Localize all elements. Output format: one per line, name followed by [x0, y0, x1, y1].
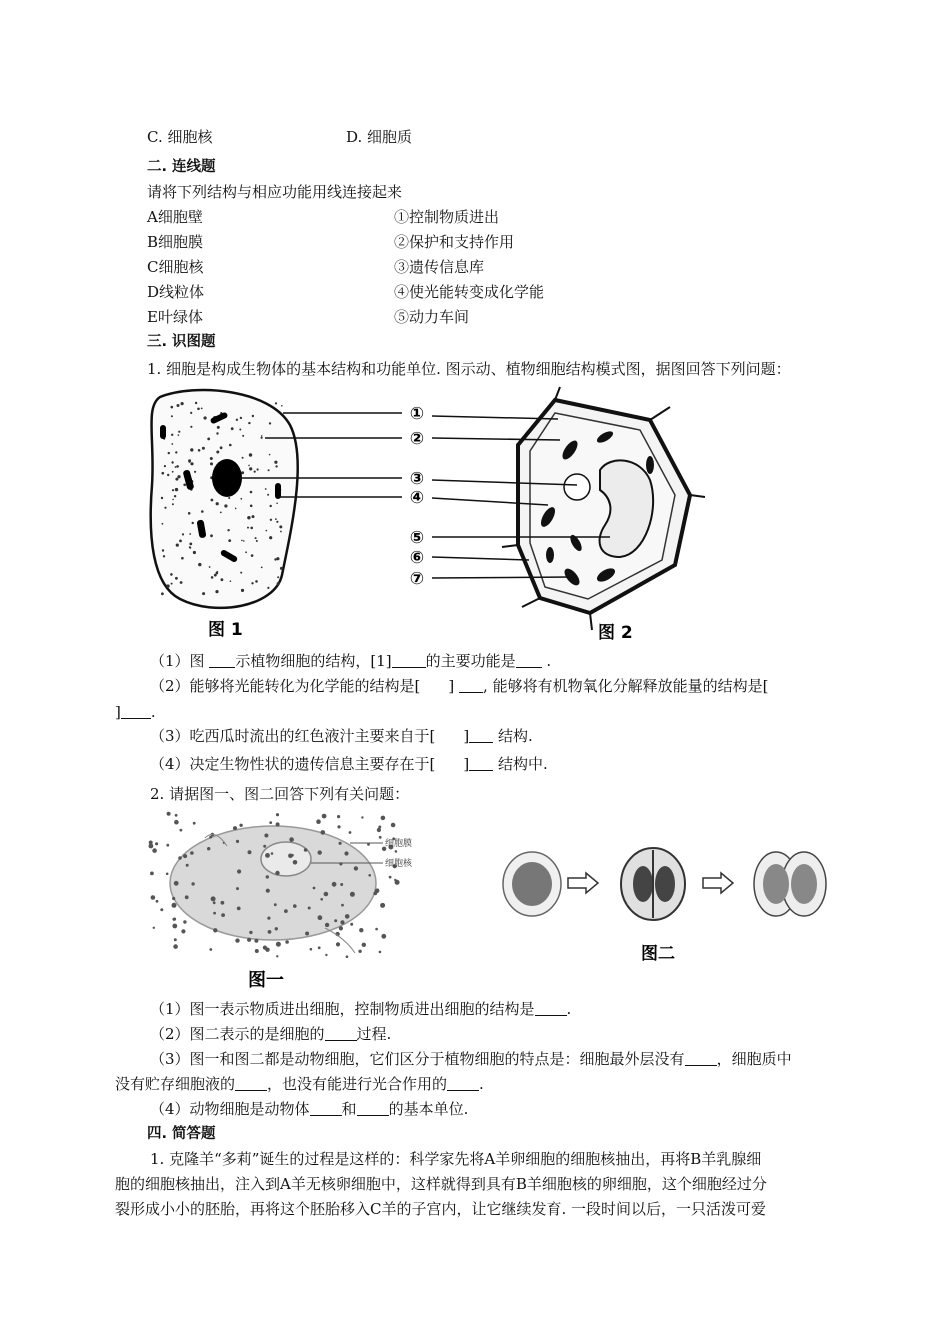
q2-stem: 2. 请据图一、图二回答下列有关问题：: [150, 785, 410, 803]
cell-division-diagram: [498, 838, 838, 968]
function-item: ④使光能转变成化学能: [394, 283, 545, 301]
cell-diagram: [140, 385, 700, 650]
membrane-diagram: [145, 808, 425, 993]
marker-5: ⑤: [409, 528, 425, 548]
function-item: ⑤动力车间: [394, 308, 470, 326]
function-item: ①控制物质进出: [394, 208, 500, 226]
function-item: ②保护和支持作用: [394, 233, 515, 251]
q1-sub2-cont: ] .: [115, 703, 156, 721]
animal-nucleus: [212, 459, 242, 497]
fig2-caption: 图 2: [598, 623, 633, 643]
structure-item: D线粒体: [147, 283, 205, 301]
essay-line-3: 裂形成小小的胚胎，再将这个胚胎移入C羊的子宫内，让它继续发育. 一段时间以后，一只活泼可爱: [115, 1200, 767, 1218]
q1-sub1: （1）图 示植物细胞的结构，[1] 的主要功能是 .: [150, 652, 552, 670]
plant-nucleus: [564, 474, 590, 500]
option-d: D. 细胞质: [346, 128, 413, 146]
membrane-cell: [170, 826, 376, 940]
essay-line-2: 胞的细胞核抽出，注入到A羊无核卵细胞中，这样就得到具有B羊细胞核的卵细胞，这个细胞经过分: [115, 1175, 767, 1193]
structure-item: B细胞膜: [147, 233, 204, 251]
marker-3: ③: [409, 469, 425, 489]
section-2-title: 二. 连线题: [147, 159, 216, 175]
essay-line-1: 1. 克隆羊“多莉”诞生的过程是这样的：科学家先将A羊卵细胞的细胞核抽出，再将B羊乳腺细: [150, 1150, 762, 1168]
marker-6: ⑥: [409, 548, 425, 568]
q1-stem: 1. 细胞是构成生物体的基本结构和功能单位. 图示动、植物细胞结构模式图，据图回答下列问题：: [147, 360, 791, 378]
label-membrane: 细胞膜: [385, 839, 413, 849]
membrane-cell-nucleus: [261, 842, 311, 876]
fig-two-caption: 图二: [641, 944, 675, 964]
fig-one-caption: 图一: [248, 970, 284, 991]
label-nucleus: 细胞核: [385, 859, 413, 869]
q1-sub2: （2）能够将光能转化为化学能的结构是[ ] , 能够将有机物氧化分解释放能量的结构是[: [150, 677, 769, 695]
q2-sub1: （1）图一表示物质进出细胞，控制物质进出细胞的结构是 .: [150, 1000, 572, 1018]
marker-1: ①: [409, 404, 425, 424]
marker-2: ②: [409, 429, 425, 449]
function-item: ③遗传信息库: [394, 258, 485, 276]
fig1-caption: 图 1: [208, 620, 243, 640]
section-3-title: 三. 识图题: [147, 334, 216, 350]
marker-4: ④: [409, 488, 425, 508]
matching-instruction: 请将下列结构与相应功能用线连接起来: [147, 183, 403, 201]
structure-item: E叶绿体: [147, 308, 203, 326]
q2-sub4: （4）动物细胞是动物体 和 的基本单位.: [150, 1100, 469, 1118]
q1-sub3: （3）吃西瓜时流出的红色液汁主要来自于[ ] 结构.: [150, 727, 533, 745]
q1-sub4: （4）决定生物性状的遗传信息主要存在于[ ] 结构中.: [150, 755, 548, 773]
marker-7: ⑦: [409, 569, 425, 589]
section-4-title: 四. 简答题: [147, 1126, 216, 1142]
q2-sub2: （2）图二表示的是细胞的 过程.: [150, 1025, 392, 1043]
q2-sub3-cont: 没有贮存细胞液的 ，也没有能进行光合作用的 .: [115, 1075, 484, 1093]
option-c: C. 细胞核: [147, 128, 213, 146]
q2-sub3: （3）图一和图二都是动物细胞，它们区分于植物细胞的特点是：细胞最外层没有 ，细胞质中: [150, 1050, 792, 1068]
structure-item: C细胞核: [147, 258, 204, 276]
structure-item: A细胞壁: [147, 208, 203, 226]
